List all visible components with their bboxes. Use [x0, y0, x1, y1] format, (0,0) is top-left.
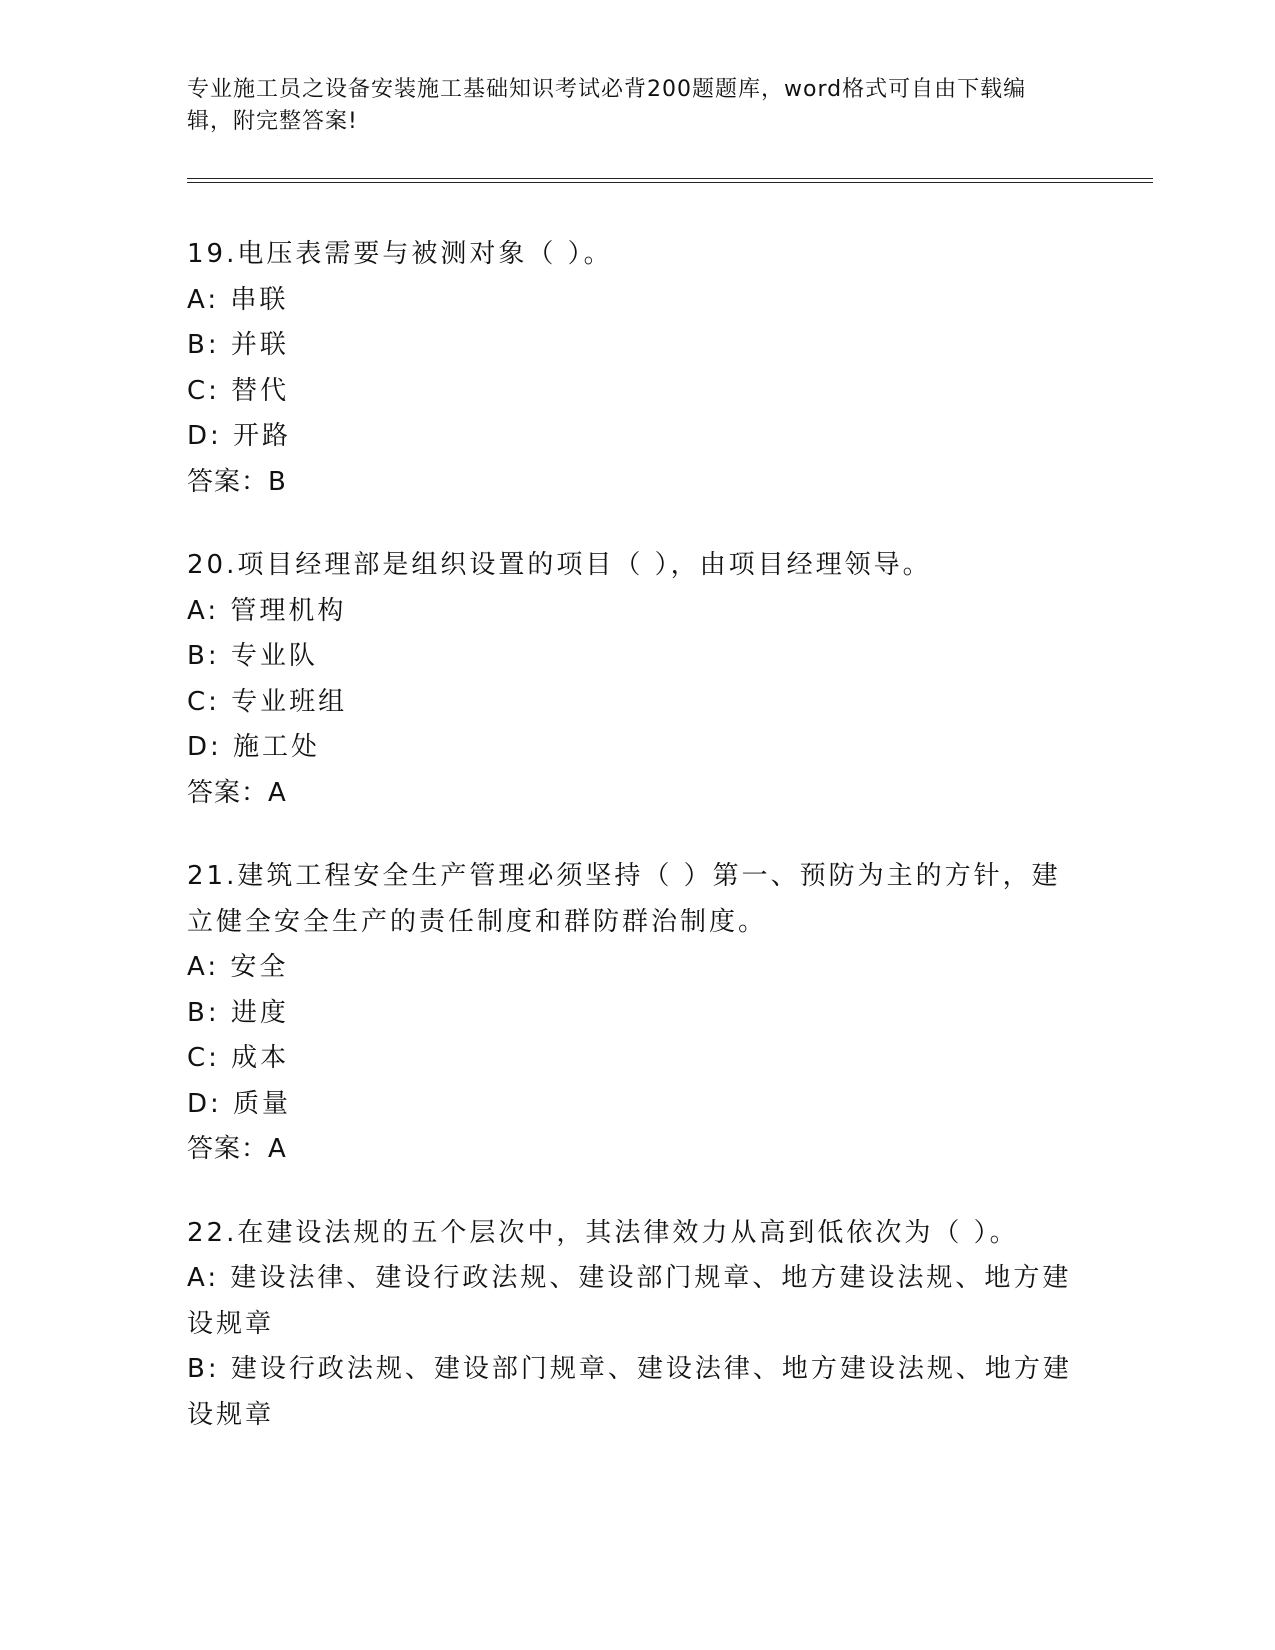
question-22: [187, 1211, 1087, 1439]
question-stem: 21.建筑工程安全生产管理必须坚持（ ）第一、预防为主的方针，建立健全安全生产的责任制度和群防群治制度。: [187, 861, 1061, 937]
option-a: A: 串联: [187, 284, 289, 315]
header-divider-bottom: [187, 182, 1153, 183]
question-stem: 20.项目经理部是组织设置的项目（ ），由项目经理领导。: [187, 550, 932, 580]
option-a: A: 安全: [187, 952, 289, 982]
option-c: C: 成本: [187, 1043, 290, 1073]
answer-line: 答案：A: [187, 777, 287, 808]
option-d: D: 开路: [187, 421, 292, 451]
option-d: D: 施工处: [187, 732, 321, 762]
option-b: B: 并联: [187, 330, 289, 360]
option-a: A: 管理机构: [187, 595, 347, 626]
question-19: [187, 232, 1087, 505]
question-stem: 19.电压表需要与被测对象（ ）。: [187, 239, 613, 269]
option-b: B: 建设行政法规、建设部门规章、建设法律、地方建设法规、地方建设规章: [187, 1354, 1072, 1430]
option-c: C: 专业班组: [187, 686, 348, 717]
option-a: A: 建设法律、建设行政法规、建设部门规章、地方建设法规、地方建设规章: [187, 1263, 1072, 1339]
option-c: C: 替代: [187, 375, 290, 406]
document-header: 专业施工员之设备安装施工基础知识考试必背200题题库，word格式可自由下载编辑，附完整答案!: [187, 77, 1027, 134]
answer-line: 答案：B: [187, 466, 287, 497]
question-20: [187, 543, 1087, 816]
question-21: [187, 854, 1087, 1173]
option-b: B: 进度: [187, 997, 289, 1028]
question-stem: 22.在建设法规的五个层次中，其法律效力从高到低依次为（ ）。: [187, 1217, 1019, 1248]
answer-line: 答案：A: [187, 1134, 287, 1164]
option-b: B: 专业队: [187, 641, 318, 671]
question-list: [187, 232, 1087, 1476]
option-d: D: 质量: [187, 1088, 292, 1119]
header-divider-top: [187, 178, 1153, 179]
